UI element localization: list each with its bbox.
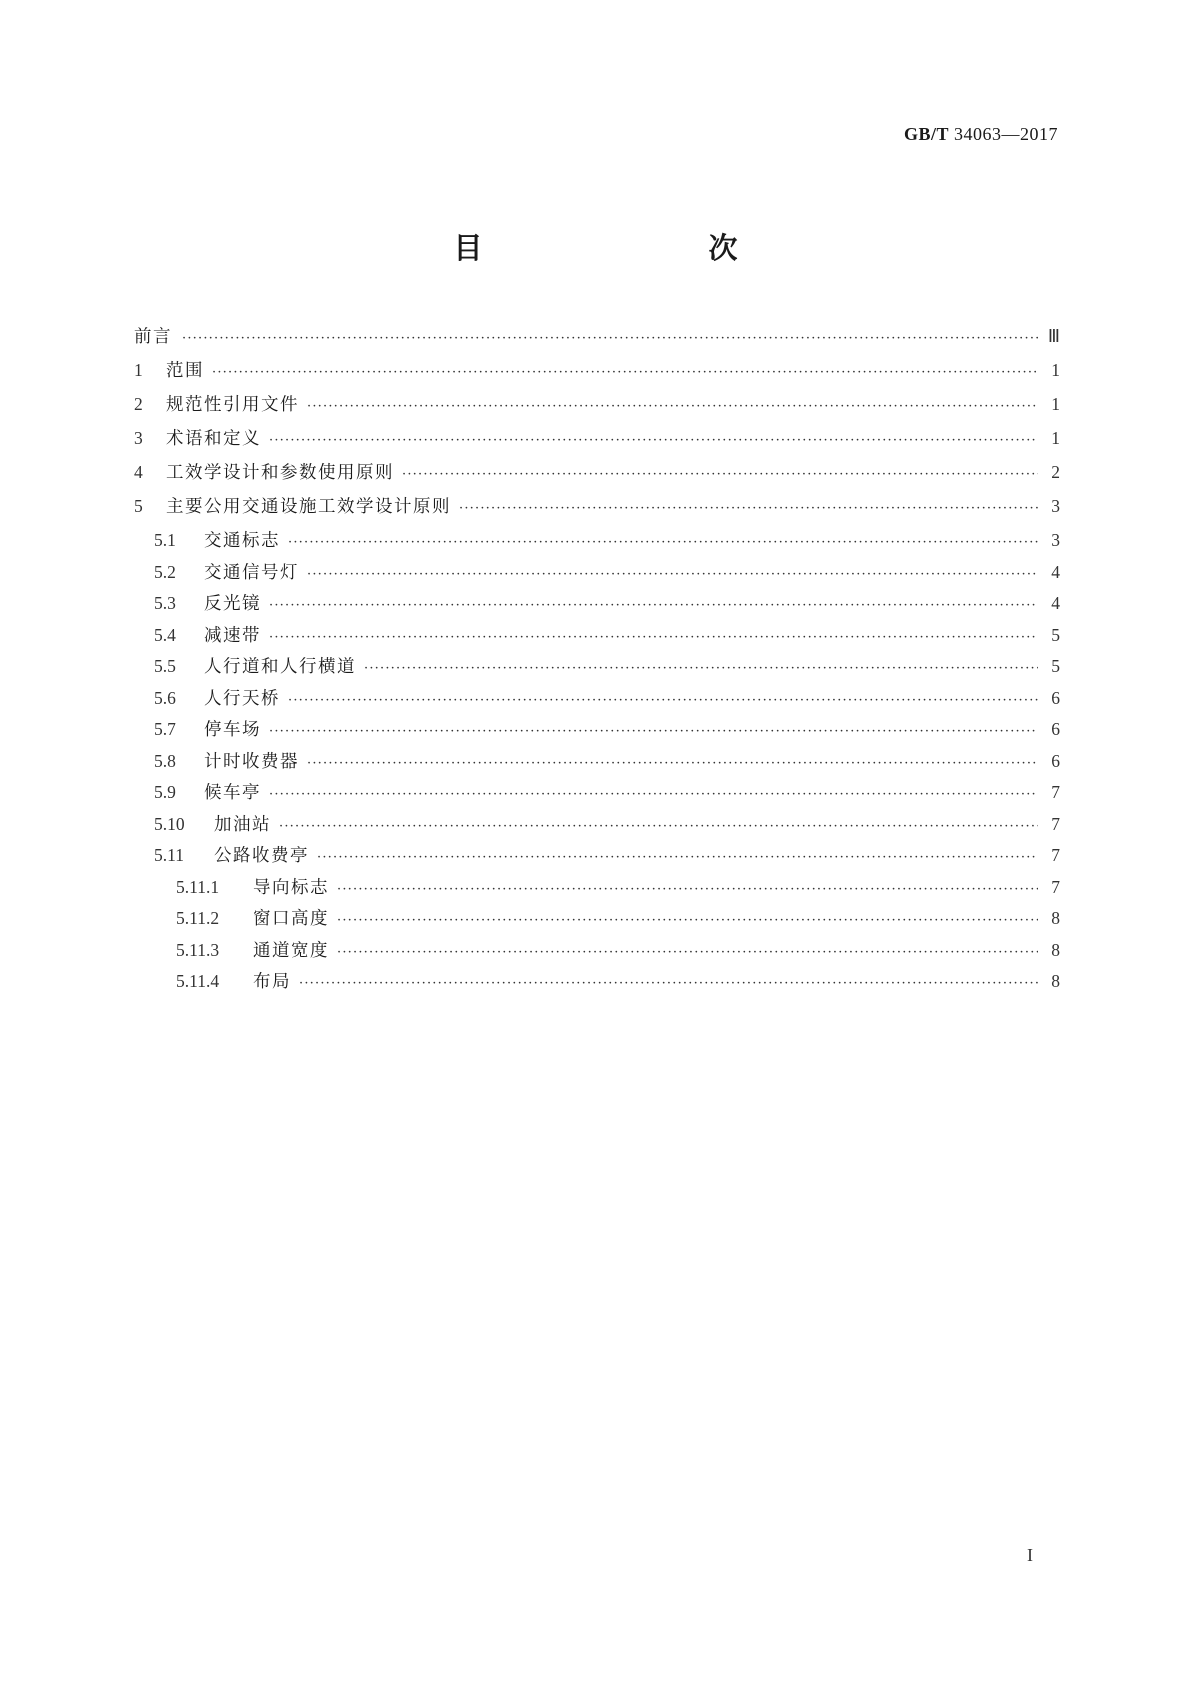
toc-entry-title: 候车亭 <box>204 783 261 803</box>
toc-entry[interactable] <box>134 590 1060 622</box>
standard-prefix: GB/T <box>903 124 949 144</box>
toc-leader-dots <box>279 819 1038 834</box>
toc-entry[interactable] <box>134 905 1060 937</box>
toc-entry[interactable] <box>134 425 1060 459</box>
toc-entry-number: 5.6 <box>154 687 176 708</box>
toc-entry-page: 4 <box>1051 593 1060 613</box>
toc-leader-dots <box>212 365 1038 380</box>
toc-entry-page: 8 <box>1051 908 1060 928</box>
toc-entry-page: 2 <box>1051 462 1060 482</box>
toc-entry-number: 5.2 <box>154 561 176 582</box>
toc-entry[interactable] <box>134 559 1060 591</box>
toc-entry-title: 人行天桥 <box>204 688 280 709</box>
toc-entry[interactable] <box>134 716 1060 748</box>
toc-entry-page: 5 <box>1051 656 1060 676</box>
toc-entry[interactable] <box>134 779 1060 811</box>
toc-leader-dots <box>459 501 1038 516</box>
toc-entry-title: 人行道和人行横道 <box>204 657 356 677</box>
toc-entry-foreword[interactable] <box>134 323 1060 357</box>
toc-leader-dots <box>307 756 1038 771</box>
toc-entry-page: 6 <box>1051 750 1060 771</box>
toc-leader-dots <box>288 535 1038 550</box>
toc-entry-title: 导向标志 <box>253 877 329 898</box>
toc-entry-number: 5.3 <box>154 593 176 613</box>
page-number: I <box>1027 1545 1033 1565</box>
toc-entry-title: 停车场 <box>204 720 261 740</box>
toc-entry[interactable] <box>134 842 1060 874</box>
toc-entry-page: 6 <box>1051 719 1060 739</box>
toc-leader-dots <box>337 913 1038 928</box>
toc-leader-dots <box>364 661 1038 676</box>
toc-leader-dots <box>269 598 1038 613</box>
toc-entry-title: 反光镜 <box>204 594 261 614</box>
toc-entry-number: 5.11.4 <box>176 971 220 991</box>
toc-entry-number: 3 <box>134 428 143 448</box>
toc-entry-title: 范围 <box>166 361 204 381</box>
toc-entry[interactable] <box>134 937 1060 969</box>
toc-entry-number: 5.9 <box>154 782 176 802</box>
toc-leader-dots <box>288 693 1038 708</box>
toc-entry-page: 1 <box>1051 428 1060 448</box>
toc-entry-title: 窗口高度 <box>253 909 329 929</box>
toc-entry-page: 7 <box>1051 876 1060 897</box>
table-of-contents <box>134 323 1060 1000</box>
toc-entry-number: 5.8 <box>154 750 176 771</box>
toc-entry-page: 3 <box>1051 496 1060 516</box>
toc-entry-page: 6 <box>1051 687 1060 708</box>
toc-entry-number: 5.10 <box>154 813 185 834</box>
toc-entry-title: 计时收费器 <box>204 751 299 772</box>
toc-entry-page: 8 <box>1051 939 1060 960</box>
toc-entry[interactable] <box>134 811 1060 843</box>
toc-entry[interactable] <box>134 357 1060 391</box>
toc-entry[interactable] <box>134 493 1060 527</box>
toc-leader-dots <box>317 850 1038 865</box>
toc-entry-number: 5.11.1 <box>176 876 220 897</box>
toc-entry-number: 5.4 <box>154 624 176 645</box>
toc-entry-title: 通道宽度 <box>253 940 329 961</box>
toc-entry[interactable] <box>134 874 1060 906</box>
toc-entry-title: 公路收费亭 <box>214 846 309 866</box>
toc-entry-number: 1 <box>134 360 143 380</box>
standard-number <box>904 124 1058 145</box>
toc-entry-title: 规范性引用文件 <box>166 395 299 415</box>
toc-entry-page: 5 <box>1051 624 1060 645</box>
toc-leader-dots <box>299 976 1038 991</box>
toc-entry-title: 加油站 <box>214 814 271 835</box>
toc-entry-title: 减速带 <box>204 625 261 646</box>
toc-entry-page: Ⅲ <box>1047 326 1060 346</box>
toc-entry-title: 布局 <box>253 972 291 992</box>
toc-entry[interactable] <box>134 622 1060 654</box>
toc-entry-number: 5.5 <box>154 656 176 676</box>
toc-leader-dots <box>269 433 1038 448</box>
toc-leader-dots <box>182 331 1038 346</box>
toc-entry-page: 7 <box>1051 782 1060 802</box>
toc-leader-dots <box>269 787 1038 802</box>
toc-entry-number: 5.11 <box>154 845 184 865</box>
toc-entry-page: 7 <box>1051 845 1060 865</box>
toc-entry-title: 工效学设计和参数使用原则 <box>166 463 394 483</box>
toc-entry[interactable] <box>134 391 1060 425</box>
toc-entry-page: 3 <box>1051 530 1060 550</box>
toc-entry-number: 5.11.3 <box>176 939 220 960</box>
toc-entry-page: 8 <box>1051 971 1060 991</box>
toc-entry[interactable] <box>134 653 1060 685</box>
toc-leader-dots <box>269 630 1038 645</box>
page-title: 目 次 <box>453 231 794 265</box>
toc-entry[interactable] <box>134 527 1060 559</box>
toc-entry-page: 1 <box>1051 394 1060 414</box>
toc-entry-number: 5 <box>134 496 143 516</box>
toc-entry-title: 交通信号灯 <box>204 562 299 583</box>
toc-entry-number: 5.1 <box>154 530 176 550</box>
toc-entry-number: 5.11.2 <box>176 908 220 928</box>
toc-leader-dots <box>307 567 1038 582</box>
toc-entry-number: 5.7 <box>154 719 176 739</box>
standard-code: 34063—2017 <box>954 124 1058 144</box>
toc-entry-page: 4 <box>1051 561 1060 582</box>
toc-entry-title: 前言 <box>134 327 172 347</box>
toc-entry-number: 2 <box>134 394 143 414</box>
toc-entry-title: 主要公用交通设施工效学设计原则 <box>166 497 451 517</box>
toc-leader-dots <box>269 724 1038 739</box>
toc-entry-title: 交通标志 <box>204 531 280 551</box>
toc-leader-dots <box>337 882 1038 897</box>
toc-leader-dots <box>337 945 1038 960</box>
toc-entry[interactable] <box>134 685 1060 717</box>
toc-entry[interactable] <box>134 968 1060 1000</box>
toc-entry-number: 4 <box>134 462 143 482</box>
toc-entry-title: 术语和定义 <box>166 429 261 449</box>
toc-leader-dots <box>307 399 1038 414</box>
toc-entry[interactable] <box>134 748 1060 780</box>
toc-entry[interactable] <box>134 459 1060 493</box>
toc-entry-page: 1 <box>1051 360 1060 380</box>
toc-leader-dots <box>402 467 1038 482</box>
toc-entry-page: 7 <box>1051 813 1060 834</box>
